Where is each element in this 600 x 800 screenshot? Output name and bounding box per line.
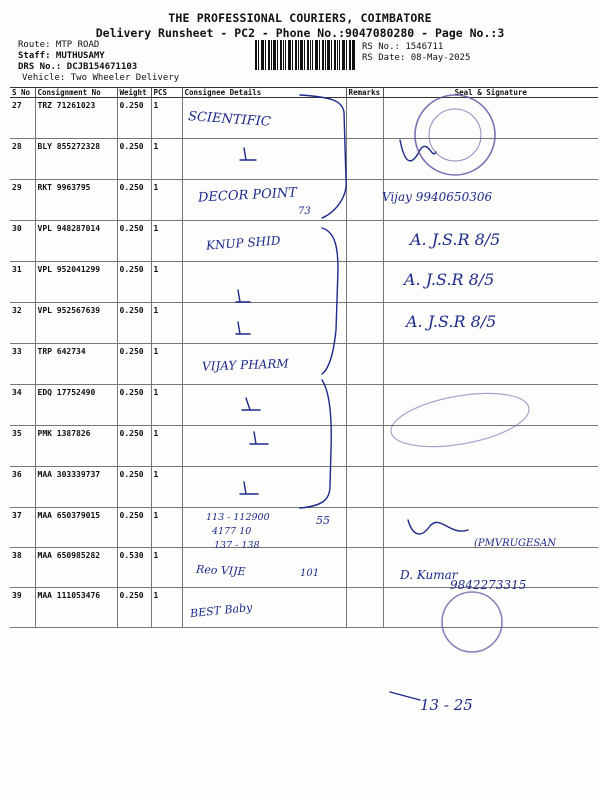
table-row	[10, 221, 598, 262]
cell-pcs: 1	[151, 303, 182, 344]
cell-sno: 35	[10, 426, 35, 467]
consignee-handwriting: BEST Baby	[189, 600, 253, 621]
cell-pcs: 1	[151, 588, 182, 628]
cell-remarks	[346, 303, 383, 344]
cell-consignee	[182, 467, 346, 508]
cell-remarks	[346, 221, 383, 262]
cell-consignment: VPL 948287014	[35, 221, 117, 262]
cell-sno: 30	[10, 221, 35, 262]
cell-sno: 39	[10, 588, 35, 628]
cell-weight: 0.250	[117, 385, 151, 426]
signature: 9842273315	[450, 578, 527, 592]
cell-pcs: 1	[151, 221, 182, 262]
cell-remarks	[346, 385, 383, 426]
cell-seal	[383, 426, 598, 467]
consignee-handwriting: 113 - 112900	[206, 512, 270, 523]
drs-number: DRS No.: DCJB154671103	[18, 62, 138, 72]
cell-sno: 36	[10, 467, 35, 508]
cell-consignment: TRZ 71261023	[35, 98, 117, 139]
table-row	[10, 139, 598, 180]
cell-consignment: TRP 642734	[35, 344, 117, 385]
signature: A. J.S.R 8/5	[404, 270, 495, 289]
cell-pcs: 1	[151, 180, 182, 221]
cell-weight: 0.250	[117, 180, 151, 221]
cell-consignment: BLY 855272328	[35, 139, 117, 180]
cell-seal	[383, 344, 598, 385]
cell-sno: 33	[10, 344, 35, 385]
table-row	[10, 588, 598, 628]
cell-seal	[383, 385, 598, 426]
cell-remarks	[346, 548, 383, 588]
cell-sno: 38	[10, 548, 35, 588]
col-header-consignee: Consignee Details	[182, 88, 346, 98]
cell-remarks	[346, 467, 383, 508]
staff-label: Staff: MUTHUSAMY	[18, 51, 105, 61]
table-row	[10, 467, 598, 508]
consignee-handwriting: Reo VIJE	[195, 562, 246, 579]
route-label: Route: MTP ROAD	[18, 40, 100, 50]
cell-sno: 29	[10, 180, 35, 221]
col-header-seal: Seal & Signature	[383, 88, 598, 98]
cell-pcs: 1	[151, 344, 182, 385]
cell-consignee	[182, 385, 346, 426]
cell-remarks	[346, 508, 383, 548]
cell-consignment: RKT 9963795	[35, 180, 117, 221]
cell-pcs: 1	[151, 426, 182, 467]
cell-sno: 34	[10, 385, 35, 426]
signature: A. J.S.R 8/5	[410, 230, 501, 249]
cell-consignee	[182, 262, 346, 303]
cell-pcs: 1	[151, 467, 182, 508]
col-header-remarks: Remarks	[346, 88, 383, 98]
cell-remarks	[346, 262, 383, 303]
consignee-handwriting: SCIENTIFIC	[187, 109, 272, 130]
table-row	[10, 344, 598, 385]
consignee-handwriting: DECOR POINT	[197, 185, 298, 206]
cell-remarks	[346, 180, 383, 221]
signature: Vijay 9940650306	[382, 190, 493, 204]
cell-pcs: 1	[151, 262, 182, 303]
col-header-sno: S No	[10, 88, 35, 98]
col-header-pcs: PCS	[151, 88, 182, 98]
consignee-handwriting: 73	[298, 206, 311, 217]
cell-consignment: MAA 303339737	[35, 467, 117, 508]
signature: (PMVRUGESAN	[474, 538, 557, 549]
table-row	[10, 385, 598, 426]
rs-number: RS No.: 1546711	[362, 42, 444, 52]
vehicle-label: Vehicle: Two Wheeler Delivery	[22, 73, 180, 83]
cell-weight: 0.250	[117, 221, 151, 262]
cell-remarks	[346, 588, 383, 628]
cell-weight: 0.250	[117, 344, 151, 385]
cell-remarks	[346, 426, 383, 467]
cell-weight: 0.250	[117, 139, 151, 180]
cell-pcs: 1	[151, 139, 182, 180]
cell-seal	[383, 588, 598, 628]
cell-consignee	[182, 139, 346, 180]
cell-sno: 27	[10, 98, 35, 139]
consignee-handwriting: 101	[300, 568, 320, 579]
consignee-handwriting: 55	[316, 514, 330, 527]
cell-pcs: 1	[151, 98, 182, 139]
cell-remarks	[346, 139, 383, 180]
sheet-title: Delivery Runsheet - PC2 - Phone No.:9047080280 - Page No.:3	[95, 26, 505, 40]
col-header-consignment: Consignment No	[35, 88, 117, 98]
consignee-handwriting: 4177 10	[212, 526, 252, 537]
cell-seal	[383, 98, 598, 139]
cell-sno: 31	[10, 262, 35, 303]
cell-consignment: EDQ 17752490	[35, 385, 117, 426]
cell-consignment: MAA 111053476	[35, 588, 117, 628]
cell-consignment: MAA 650985282	[35, 548, 117, 588]
cell-sno: 32	[10, 303, 35, 344]
consignee-handwriting: KNUP SHID	[205, 233, 281, 253]
signature: D. Kumar	[400, 568, 458, 582]
cell-remarks	[346, 98, 383, 139]
table-row	[10, 262, 598, 303]
col-header-weight: Weight	[117, 88, 151, 98]
cell-weight: 0.250	[117, 98, 151, 139]
cell-pcs: 1	[151, 385, 182, 426]
cell-consignment: VPL 952567639	[35, 303, 117, 344]
company-name: THE PROFESSIONAL COURIERS, COIMBATORE	[168, 11, 432, 25]
cell-seal	[383, 467, 598, 508]
cell-consignment: PMK 1387826	[35, 426, 117, 467]
cell-pcs: 1	[151, 508, 182, 548]
table-header-row	[10, 88, 598, 98]
cell-weight: 0.250	[117, 508, 151, 548]
barcode	[255, 40, 355, 70]
cell-sno: 28	[10, 139, 35, 180]
cell-weight: 0.250	[117, 588, 151, 628]
cell-consignment: MAA 650379015	[35, 508, 117, 548]
table-row	[10, 98, 598, 139]
footer-handwriting: 13 - 25	[420, 696, 473, 714]
consignee-handwriting: 137 - 138	[214, 540, 260, 551]
consignee-handwriting: VIJAY PHARM	[201, 356, 289, 374]
cell-weight: 0.250	[117, 262, 151, 303]
cell-consignee	[182, 426, 346, 467]
signature: A. J.S.R 8/5	[406, 312, 497, 331]
table-row	[10, 303, 598, 344]
cell-remarks	[346, 344, 383, 385]
cell-sno: 37	[10, 508, 35, 548]
rs-date: RS Date: 08-May-2025	[362, 53, 471, 63]
cell-weight: 0.250	[117, 303, 151, 344]
cell-weight: 0.250	[117, 426, 151, 467]
cell-seal	[383, 139, 598, 180]
cell-consignee	[182, 303, 346, 344]
cell-weight: 0.250	[117, 467, 151, 508]
cell-consignment: VPL 952041299	[35, 262, 117, 303]
cell-weight: 0.530	[117, 548, 151, 588]
table-row	[10, 426, 598, 467]
cell-pcs: 1	[151, 548, 182, 588]
signature-stroke	[390, 692, 420, 700]
